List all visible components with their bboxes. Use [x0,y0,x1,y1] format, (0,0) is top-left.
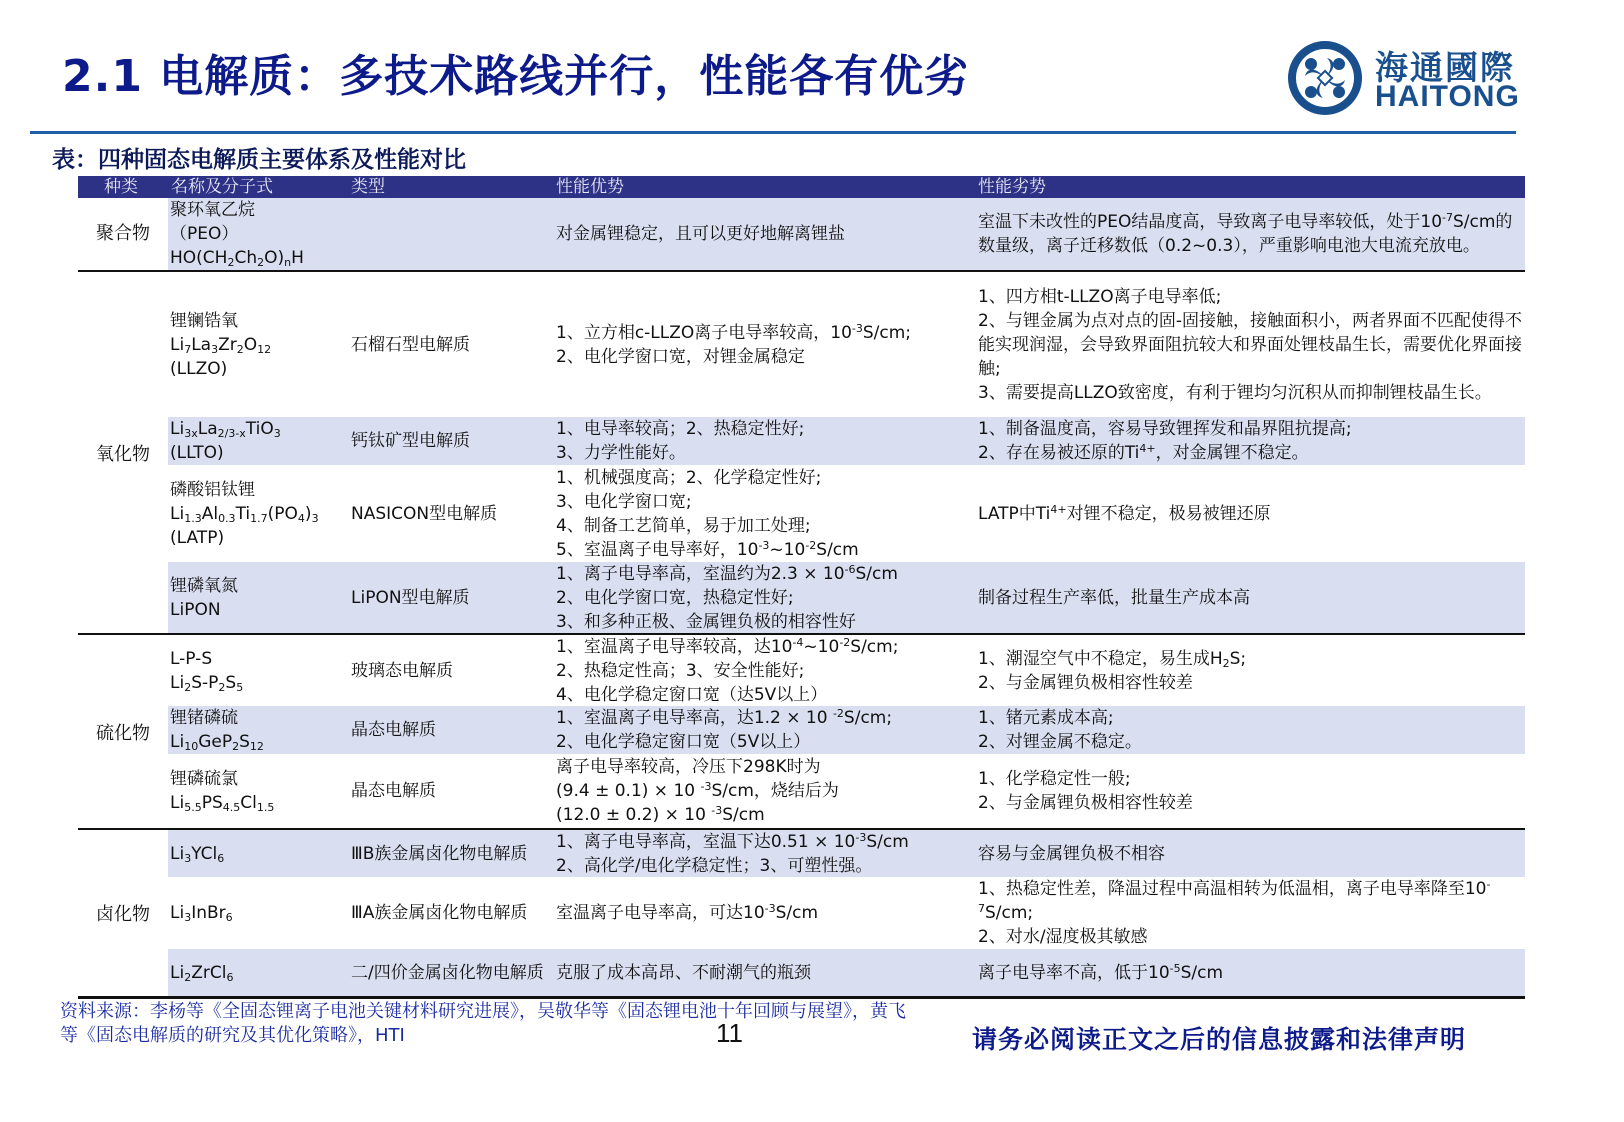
advantages-cell: 离子电导率较高，冷压下298K时为 (9.4 ± 0.1) × 10 $^{-3}$S/cm，烧结后为 (12.0 ± 0.2) × 10 $^{-3}$S/cm [556,757,839,825]
table-row-lps [78,635,1525,706]
table-row-llto [78,417,1525,465]
table-row-lpscl [78,754,1525,828]
formula: $Li_3InBr_6$ [170,903,233,924]
column-header-category: 种类 [104,177,138,197]
name-cell: 聚环氧乙烷 （PEO） $HO(CH_2Ch_2O)_nH$ [170,198,345,270]
advantages-cell: 1、离子电导率高，室温下达$0.51 \times 10^{-3}S/cm$ 2、高化学/电化学稳定性；3、可塑性强。 [556,830,909,876]
column-header-disadvantages: 性能劣势 [978,177,1046,197]
disadvantages-cell: 1、化学稳定性一般; 2、与金属锂负极相容性较差 [978,769,1193,813]
name-cell: 锂锗磷硫 $Li_{10}GeP_2S_{12}$ [170,706,345,754]
page-title: 2.1 电解质：多技术路线并行，性能各有优劣 [62,51,970,102]
disadvantages-cell: 1、锗元素成本高; 2、对锂金属不稳定。 [978,708,1142,752]
advantages-cell: 1、室温离子电导率较高，达$10^{-4}\sim 10^{-2}S/cm$; 2、热稳定性高；3、安全性能好; 4、电化学稳定窗口宽（达5V以上） [556,635,899,705]
table-row-latp [78,465,1525,562]
group-sulfide [78,635,1525,828]
formula: $Li_2ZrCl_6$ [170,962,234,984]
name-cell: $Li_{3x}La_{2/3-x}TiO_3$ (LLTO) [170,417,345,465]
formula: $Li_3YCl_6$ [170,843,225,865]
formula: $Li_{10}GeP_2S_{12}$ [170,732,264,753]
table-row-peo [78,198,1525,270]
column-header-name: 名称及分子式 [171,177,273,197]
type-cell: 钙钛矿型电解质 [351,431,470,451]
type-cell: 晶态电解质 [351,720,436,740]
advantages-cell: 1、电导率较高；2、热稳定性好; 3、力学性能好。 [556,419,805,463]
disadvantages-cell: 容易与金属锂负极不相容 [978,843,1165,864]
haitong-logo-icon [1285,38,1365,118]
category-halide: 卤化物 [96,904,150,925]
name-cell: 锂磷硫氯 $Li_{5.5}PS_{4.5}Cl_{1.5}$ [170,754,345,828]
name-cell [170,877,345,949]
type-cell: ⅢB族金属卤化物电解质 [351,843,528,864]
advantages-cell: 1、室温离子电导率高，达1.2 × 10 $^{-2}$S/cm; 2、电化学稳定窗口宽（5V以上） [556,707,893,752]
disadvantages-cell: LATP中$Ti^{4+}$对锂不稳定，极易被锂还原 [978,502,1271,524]
advantages-cell: 1、立方相c-LLZO离子电导率较高，$10^{-3}S/cm$; 2、电化学窗口宽，对锂金属稳定 [556,321,912,367]
type-cell: 二/四价金属卤化物电解质 [351,962,544,983]
advantages-cell: 1、离子电导率高，室温约为$2.3 \times 10^{-6}S/cm$ 2、电化学窗口宽，热稳定性好; 3、和多种正极、金属锂负极的相容性好 [556,562,898,632]
disadvantages-cell: 室温下未改性的PEO结晶度高，导致离子电导率较低，处于$10^{-7}S/cm$的数量级，离子迁移数低（0.2~0.3），严重影响电池大电流充放电。 [978,211,1513,256]
type-cell [351,198,557,270]
table-caption: 表：四种固态电解质主要体系及性能对比 [52,147,466,173]
type-cell: ⅢA族金属卤化物电解质 [351,903,528,923]
advantages-cell: 对金属锂稳定，且可以更好地解离锂盐 [556,224,845,244]
type-cell: 晶态电解质 [351,781,436,801]
page-number: 11 [716,1018,743,1048]
type-cell: LiPON型电解质 [351,587,470,608]
disadvantages-cell: 1、潮湿空气中不稳定，易生成$H_2S$; 2、与金属锂负极相容性较差 [978,648,1247,693]
type-cell: 玻璃态电解质 [351,660,453,681]
disadvantages-cell: 1、四方相t-LLZO离子电导率低; 2、与锂金属为点对点的固-固接触，接触面积小，两者界面不匹配使得不能实现润湿，会导致界面阻抗较大和界面处锂枝晶生长，需要优化界面接触; 3、需要提高LLZO致密度，有利于锂均匀沉积从而抑制锂枝晶生长。 [978,286,1522,403]
group-halide [78,830,1525,996]
logo-text-en: HAITONG [1375,80,1520,113]
haitong-logo [1285,38,1520,120]
formula: $Li_{1.3}Al_{0.3}Ti_{1.7}(PO_4)_3$ [170,503,319,525]
table-row-lgps [78,706,1525,754]
category-sulfide: 硫化物 [96,722,150,744]
advantages-cell: 1、机械强度高；2、化学稳定性好; 3、电化学窗口宽; 4、制备工艺简单，易于加工处理; 5、室温离子电导率好，$10^{-3}\sim 10^{-2}S/cm$ [556,467,859,560]
name-cell [170,830,345,877]
header-divider [30,131,1516,134]
type-cell: NASICON型电解质 [351,503,498,524]
name-cell: 锂磷氧氮 LiPON [170,575,238,620]
table-row-li3ycl6 [78,830,1525,877]
advantages-cell: 克服了成本高昂、不耐潮气的瓶颈 [556,962,811,983]
formula: $Li_{5.5}PS_{4.5}Cl_{1.5}$ [170,793,275,814]
legal-disclaimer: 请务必阅读正文之后的信息披露和法律声明 [972,1025,1467,1054]
group-oxide [78,272,1525,633]
disadvantages-cell: 1、制备温度高，容易导致锂挥发和晶界阻抗提高; 2、存在易被还原的$Ti^{4+}$，对金属锂不稳定。 [978,419,1352,463]
table-bottom-border [78,996,1525,999]
table-row-llzo [78,272,1525,417]
name-cell [170,949,345,996]
category-polymer: 聚合物 [96,223,150,244]
advantages-cell: 室温离子电导率高，可达$10^{-3}S/cm$ [556,902,819,923]
column-header-type: 类型 [351,177,385,197]
table-row-lipon [78,562,1525,633]
name-cell: 锂镧锆氧 $Li_7La_3Zr_2O_{12}$ (LLZO) [170,272,345,417]
disadvantages-cell: 1、热稳定性差，降温过程中高温相转为低温相，离子电导率降至$10^{-7}S/cm$; 2、对水/湿度极其敏感 [978,878,1491,947]
disadvantages-cell: 离子电导率不高，低于$10^{-5}S/cm$ [978,961,1224,983]
name-cell: L-P-S $Li_2S-P_2S_5$ [170,635,345,706]
column-header-advantages: 性能优势 [556,177,624,197]
disadvantages-cell: 制备过程生产率低，批量生产成本高 [978,587,1250,608]
category-oxide: 氧化物 [96,443,150,465]
table-row-li2zrcl6 [78,949,1525,996]
formula: $Li_2S-P_2S_5$ [170,672,244,694]
electrolyte-comparison-table [78,176,1525,999]
type-cell: 石榴石型电解质 [351,334,470,355]
source-note: 资料来源：李杨等《全固态锂离子电池关键材料研究进展》，吴敬华等《固态锂电池十年回顾与展望》，黄飞等《固态电解质的研究及其优化策略》，HTI [60,1001,906,1046]
formula: $HO(CH_2Ch_2O)_nH$ [170,248,304,269]
logo-text-cn: 海通國際 [1375,48,1515,87]
table-row-li3inbr6 [78,877,1525,949]
formula: $Li_7La_3Zr_2O_{12}$ [170,334,272,356]
formula: $Li_{3x}La_{2/3-x}TiO_3$ [170,419,281,440]
table-header [78,176,1525,198]
name-cell: 磷酸铝钛锂 $Li_{1.3}Al_{0.3}Ti_{1.7}(PO_4)_3$ (LATP) [170,465,345,562]
